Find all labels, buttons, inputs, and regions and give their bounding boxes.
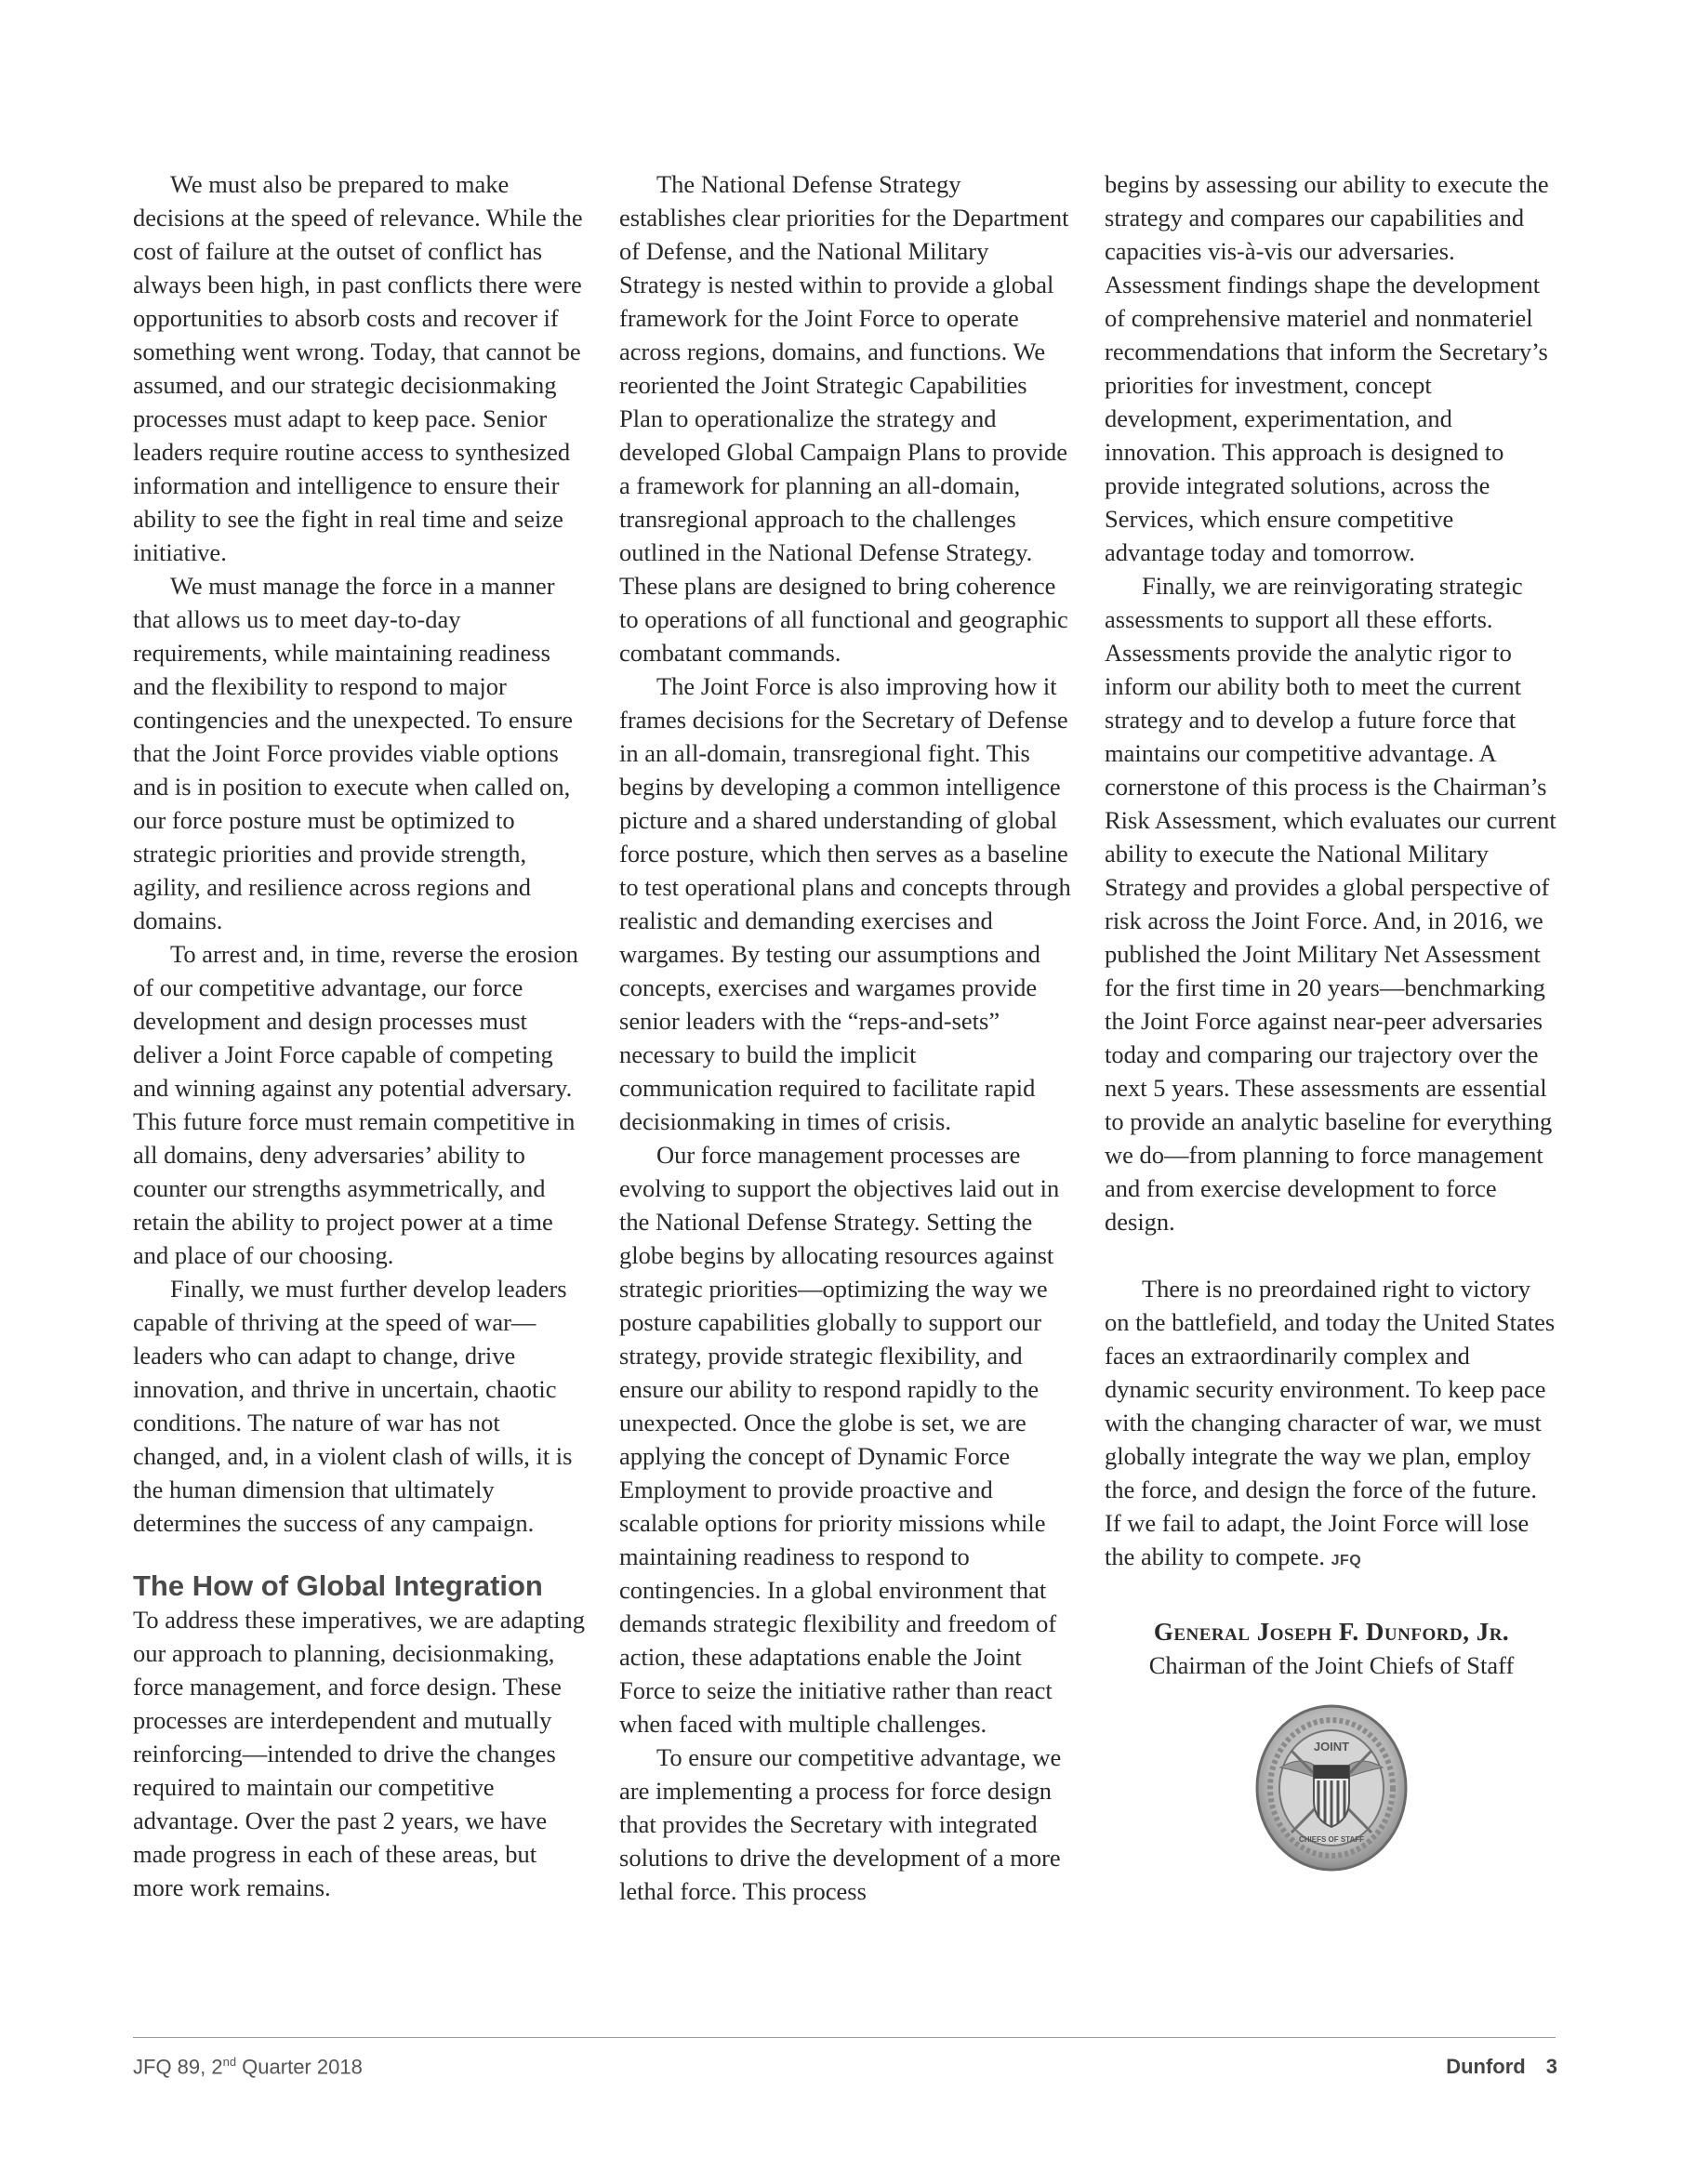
section-heading: The How of Global Integration: [133, 1569, 543, 1602]
body-paragraph: The Joint Force is also improving how it frames decisions for the Secretary of Defense in an all-domain, transregional fight. This begins by developing a common intelligence picture and a shared understanding of global force posture, which then serves as a baseline to test operational plans and concepts through realistic and demanding exercises and wargames. By testing our assumptions and concepts, exercises and wargames provide senior leaders with the “reps-and-sets” necessary to build the implicit communication required to facilitate rapid decisionmaking in times of crisis.: [619, 672, 1071, 1135]
right-column: [1105, 167, 1558, 1874]
footer-issue-number: JFQ 89, 2: [133, 2055, 223, 2079]
joint-chiefs-seal: [1105, 1702, 1558, 1874]
signature-name: General Joseph F. Dunford, Jr.: [1153, 1618, 1510, 1646]
body-paragraph: We must manage the force in a manner that allows us to meet day-to-day requirements, while maintaining readiness and the flexibility to respond to major contingencies and the unexpected. To ensure that the Joint Force provides viable options and is in position to execute when called on, our force posture must be optimized to strategic priorities and provide strength, agility, and resilience across regions and domains.: [133, 572, 574, 934]
body-paragraph: Finally, we are reinvigorating strategic assessments to support all these efforts. Assessments provide the analytic rigor to inform our ability both to meet the current strategy and to develop a future force that maintains our competitive advantage. A cornerstone of this process is the Chairman’s Risk Assessment, which evaluates our current ability to execute the National Military Strategy and provides a global perspective of risk across the Joint Force. And, in 2016, we published the Joint Military Net Assessment for the first time in 20 years—benchmarking the Joint Force against near-peer adversaries today and comparing our trajectory over the next 5 years. These assessments are essential to provide an analytic baseline for everything we do—from planning to force management and from exercise development to force design.: [1105, 572, 1556, 1236]
middle-column: [619, 167, 1073, 1908]
body-paragraph: To address these imperatives, we are adapting our approach to planning, decisionmaking, force management, and force design. These processes are interdependent and mutually reinforcing—intended to drive the changes required to maintain our competitive advantage. Over the past 2 years, we have made progress in each of these areas, but more work remains.: [133, 1606, 586, 1901]
body-paragraph: To ensure our competitive advantage, we are implementing a process for force design that provides the Secretary with integrated solutions to drive the development of a more lethal force. This process: [619, 1743, 1062, 1905]
footer-author: Dunford: [1446, 2055, 1526, 2078]
joint-chiefs-seal-icon: [1252, 1702, 1410, 1874]
footer-issue-quarter: Quarter 2018: [236, 2055, 363, 2079]
page-number: 3: [1545, 2055, 1557, 2078]
seal-bottom-text: CHIEFS OF STAFF: [1298, 1835, 1365, 1844]
body-paragraph: The National Defense Strategy establishes clear priorities for the Department of Defense, and the National Military Strategy is nested within to provide a global framework for the Joint Force to operate across regions, domains, and functions. We reoriented the Joint Strategic Capabilities Plan to operationalize the strategy and developed Global Campaign Plans to provide a framework for planning an all-domain, transregional approach to the challenges outlined in the National Defense Strategy. These plans are designed to bring coherence to operations of all functional and geographic combatant commands.: [619, 170, 1069, 667]
end-mark: JFQ: [1331, 1553, 1362, 1569]
closing-text: There is no preordained right to victory on the battlefield, and today the United States faces an extraordinarily complex and dynamic security environment. To keep pace with the changing character of war, we must globally integrate the way we plan, employ the force, and design the force of the future. If we fail to adapt, the Joint Force will lose the ability to compete.: [1105, 1275, 1556, 1570]
closing-paragraph: [1105, 1272, 1558, 1578]
footer-rule: [133, 2037, 1556, 2038]
body-paragraph-continuation: begins by assessing our ability to execute the strategy and compares our capabilities and capacities vis-à-vis our adversaries. Assessment findings shape the development of comprehensive materiel and nonmateriel recommendations that inform the Secretary’s priorities for investment, concept development, experimentation, and innovation. This approach is designed to provide integrated solutions, across the Services, which ensure competitive advantage today and tomorrow.: [1105, 170, 1549, 566]
body-paragraph: Our force management processes are evolving to support the objectives laid out in the National Defense Strategy. Setting the globe begins by allocating resources against strategic priorities—optimizing the way we posture capabilities globally to support our strategy, provide strategic flexibility, and ensure our ability to respond rapidly to the unexpected. Once the globe is set, we are applying the concept of Dynamic Force Employment to provide proactive and scalable options for priority missions while maintaining readiness to respond to contingencies. In a global environment that demands strategic flexibility and freedom of action, these adaptations enable the Joint Force to seize the initiative rather than react when faced with multiple challenges.: [619, 1141, 1060, 1738]
body-paragraph: Finally, we must further develop leaders capable of thriving at the speed of war—leaders who can adapt to change, drive innovation, and thrive in uncertain, chaotic conditions. The nature of war has not changed, and, in a violent clash of wills, it is the human dimension that ultimately determines the success of any campaign.: [133, 1275, 573, 1537]
signature-block: [1105, 1615, 1558, 1682]
left-column: [133, 167, 587, 1904]
body-paragraph: To arrest and, in time, reverse the erosion of our competitive advantage, our force development and design processes must deliver a Joint Force capable of competing and winning against any potential adversary. This future force must remain competitive in all domains, deny adversaries’ ability to counter our strengths asymmetrically, and retain the ability to project power at a time and place of our choosing.: [133, 940, 578, 1269]
footer-issue-superscript: nd: [222, 2055, 237, 2069]
seal-top-text: JOINT: [1313, 1740, 1350, 1754]
signature-title: Chairman of the Joint Chiefs of Staff: [1148, 1651, 1515, 1679]
footer-issue: [133, 2055, 363, 2079]
footer-running-head: [1446, 2055, 1557, 2079]
body-paragraph: We must also be prepared to make decisions at the speed of relevance. While the cost of failure at the outset of conflict has always been high, in past conflicts there were opportunities to absorb costs and recover if something went wrong. Today, that cannot be assumed, and our strategic decisionmaking processes must adapt to keep pace. Senior leaders require routine access to synthesized information and intelligence to ensure their ability to see the fight in real time and seize initiative.: [133, 170, 583, 566]
